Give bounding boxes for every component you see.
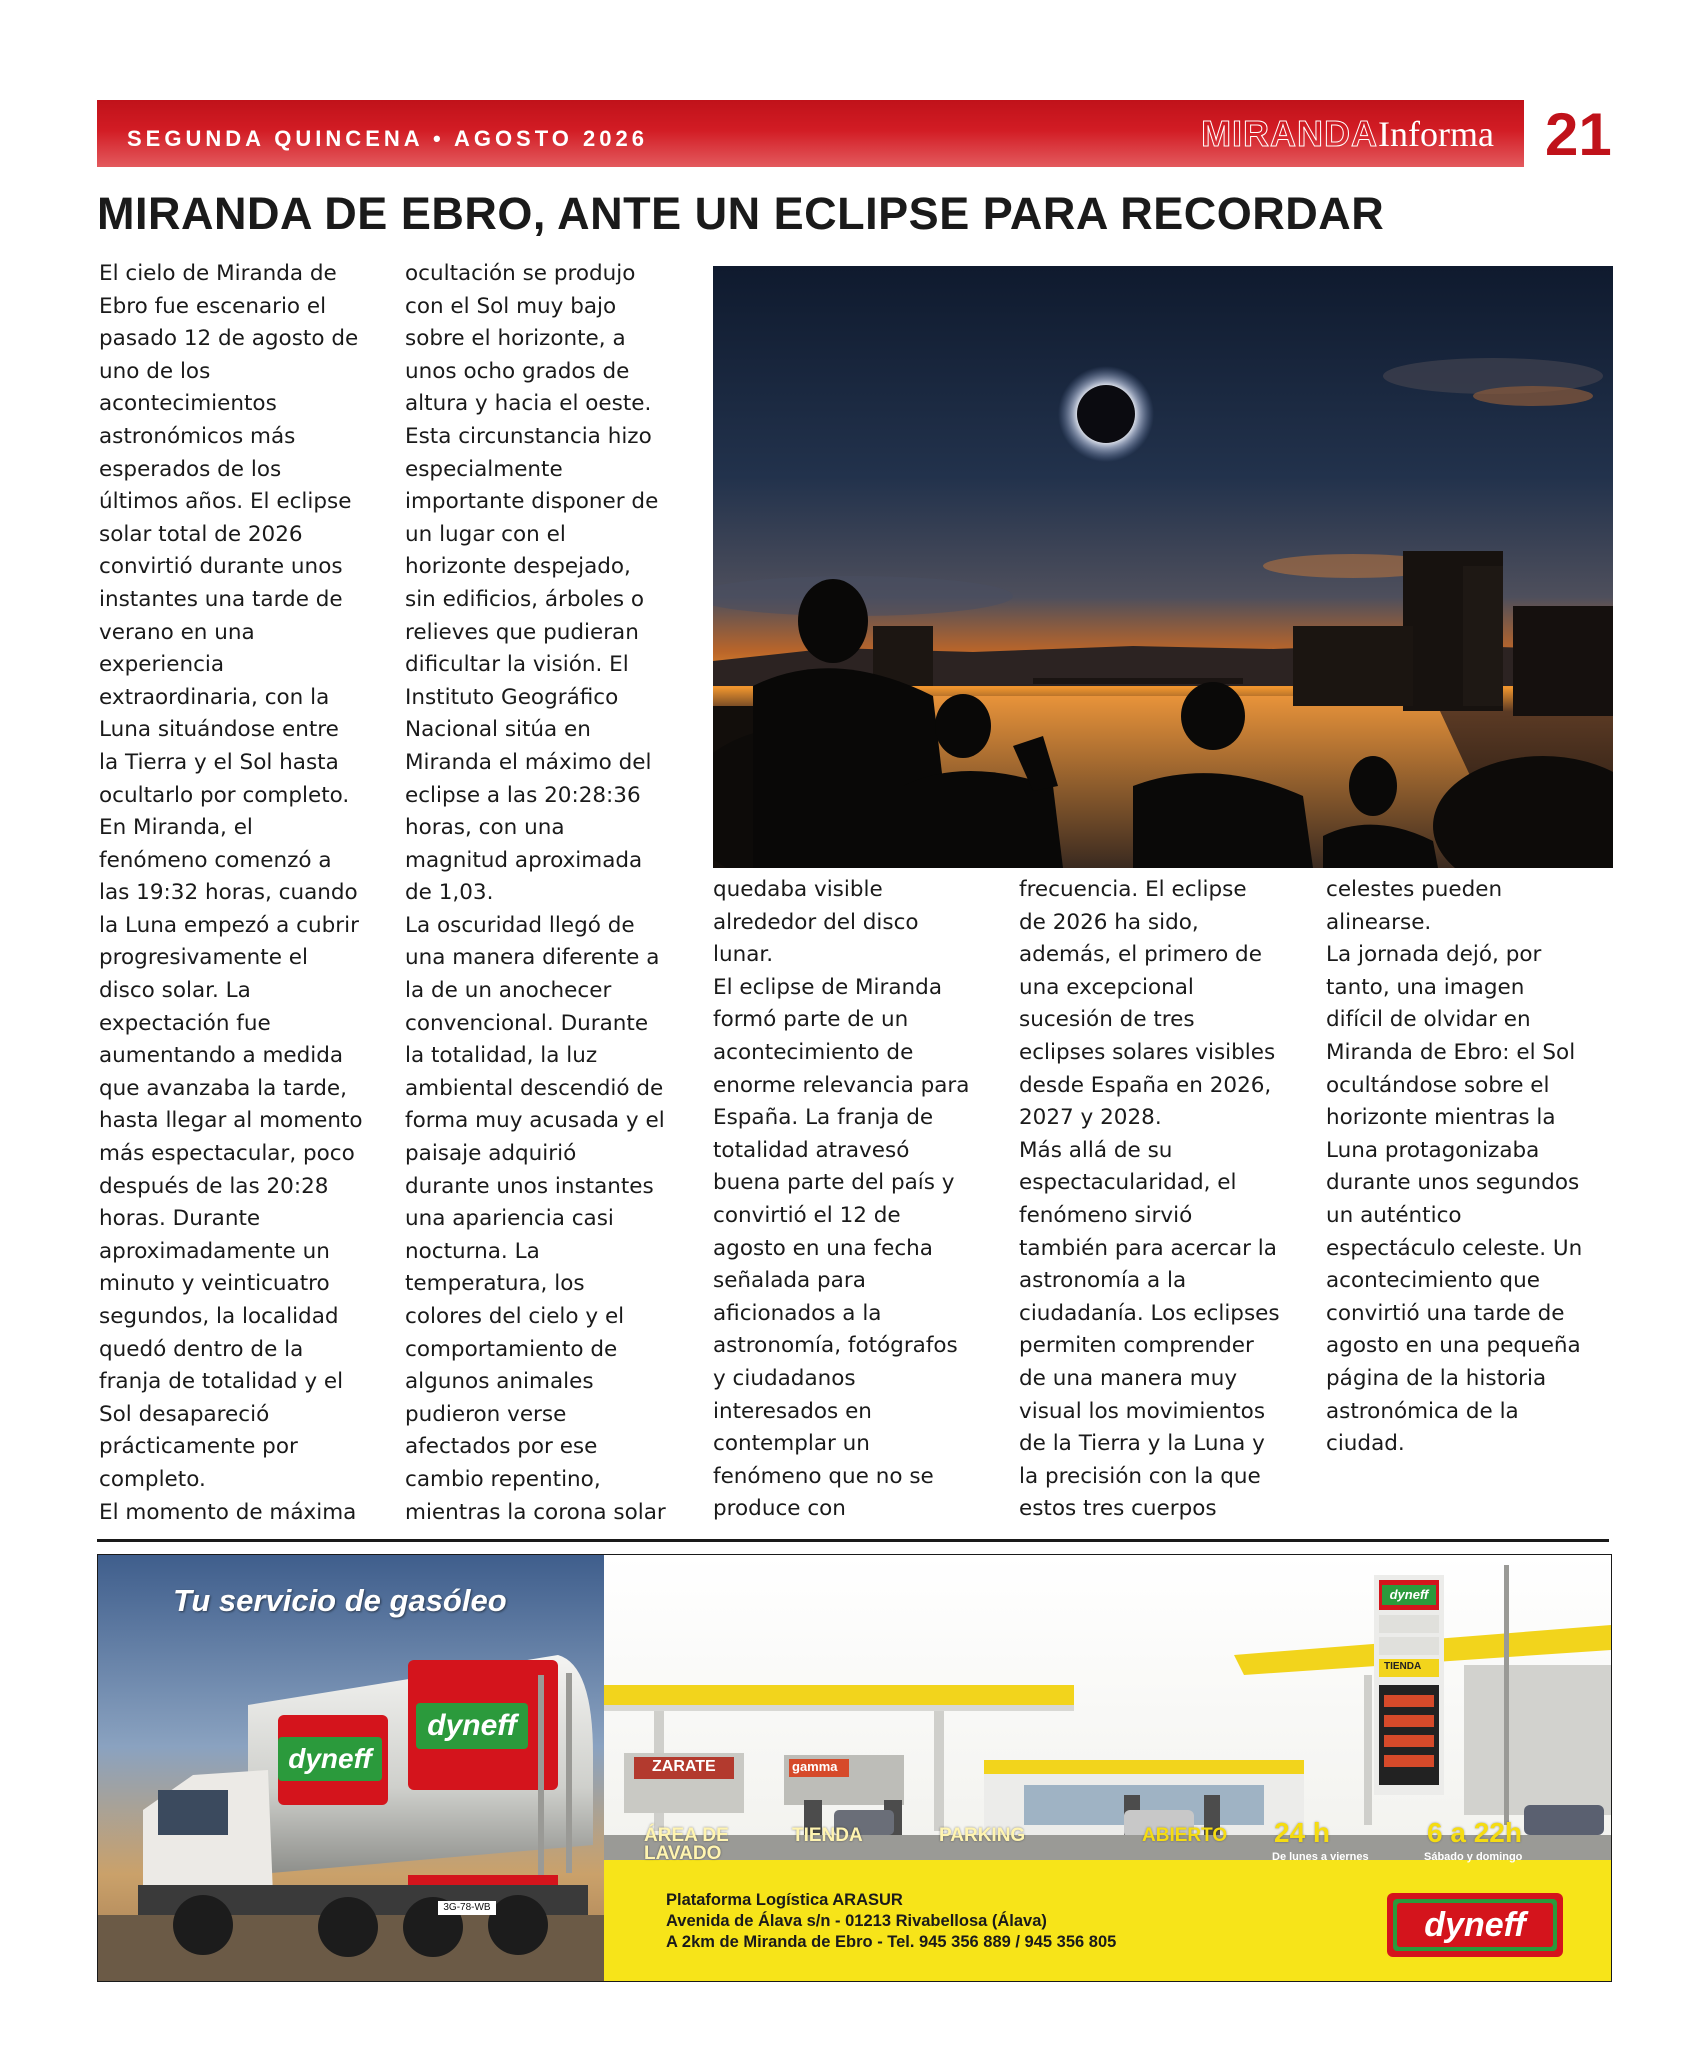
- column-4-text: frecuencia. El eclipse de 2026 ha sido, además, el primero de una excepcional sucesión de tres eclipses solares visibles desde España en 2026, 2027 y 2028. Más allá de su espectacularidad, el fenómeno sirvió también para acercar la astronomía a la ciudadanía. Los eclipses permiten comprender de una manera muy visual los movimientos de la Tierra y la Luna y la precisión con la que estos tres cuerpos: [1019, 877, 1280, 1522]
- hours-weekend-time: 6 a 22h: [1427, 1817, 1522, 1848]
- section-divider: [97, 1539, 1609, 1542]
- service-area-line-2: LAVADO: [644, 1843, 722, 1864]
- column-3-text: quedaba visible alrededor del disco lunar. El eclipse de Miranda formó parte de un acontecimiento de enorme relevancia para España. La franja de totalidad atravesó buena parte del país y convirtió el 12 de agosto en una fecha señalada para aficionados a la astronomía, fotógrafos y ciudadanos interesados en contemplar un fenómeno que no se produce con: [713, 877, 970, 1522]
- eclipse-photo: [713, 266, 1613, 868]
- service-area-line-1: ÁREA DE: [644, 1825, 729, 1846]
- issue-date: SEGUNDA QUINCENA • AGOSTO 2026: [127, 126, 648, 151]
- article-column-5: [1326, 874, 1614, 1461]
- hours-weekday-days: De lunes a viernes: [1272, 1851, 1369, 1863]
- address-line-1: Plataforma Logística ARASUR: [666, 1891, 903, 1909]
- article-column-4: [1019, 874, 1307, 1526]
- column-5-text: celestes pueden alinearse. La jornada dejó, por tanto, una imagen difícil de olvidar en Miranda de Ebro: el Sol ocultándose sobre el horizonte mientras la Luna protagonizaba durante unos segundos un auténtico espectáculo celeste. Un acontecimiento que convirtió una tarde de agosto en una pequeña página de la historia astronómica de la ciudad.: [1326, 877, 1583, 1457]
- article-column-2: [405, 258, 693, 1529]
- station-address: [666, 1890, 1116, 1953]
- masthead-logo: [1201, 113, 1494, 155]
- article-headline: MIRANDA DE EBRO, ANTE UN ECLIPSE PARA RECORDAR: [97, 188, 1385, 239]
- service-parking: PARKING: [939, 1825, 1026, 1846]
- pylon-logo: dyneff: [1382, 1585, 1436, 1605]
- hours-weekday-time: 24 h: [1274, 1817, 1331, 1848]
- truck-logo-small: dyneff: [278, 1737, 382, 1781]
- page-number: 21: [1545, 101, 1612, 168]
- service-tienda: TIENDA: [792, 1825, 863, 1846]
- ad-station-panel: [604, 1555, 1611, 1981]
- ad-slogan: Tu servicio de gasóleo: [173, 1583, 507, 1618]
- hours-weekend-days: Sábado y domingo: [1424, 1851, 1523, 1863]
- sign-tienda: TIENDA: [1384, 1661, 1422, 1672]
- column-2-text: ocultación se produjo con el Sol muy bajo sobre el horizonte, a unos ocho grados de altura y hacia el oeste. Esta circunstancia hizo especialmente importante disponer de un lugar con el horizonte despejado, sin edificios, árboles o relieves que pudieran dificultar la visión. El Instituto Geográfico Nacional sitúa en Miranda el máximo del eclipse a las 20:28:36 horas, con una magnitud aproximada de 1,03. La oscuridad llegó de una manera diferente a la de un anochecer convencional. Durante la totalidad, la luz ambiental descendió de forma muy acusada y el paisaje adquirió durante unos instantes una apariencia casi nocturna. La temperatura, los colores del cielo y el comportamiento de algunos animales pudieron verse afectados por ese cambio repentino, mientras la corona solar: [405, 261, 666, 1525]
- header-band: [97, 100, 1524, 167]
- station-photo: [604, 1555, 1611, 1860]
- open-label: ABIERTO: [1142, 1825, 1228, 1846]
- sign-gamma: gamma: [792, 1759, 838, 1774]
- article-column-3: [713, 874, 1001, 1526]
- service-area-lavado: [644, 1827, 729, 1863]
- column-1-text: El cielo de Miranda de Ebro fue escenario el pasado 12 de agosto de uno de los acontecimientos astronómicos más esperados de los últimos años. El eclipse solar total de 2026 convirtió durante unos instantes una tarde de verano en una experiencia extraordinaria, con la Luna situándose entre la Tierra y el Sol hasta ocultarlo por completo. En Miranda, el fenómeno comenzó a las 19:32 horas, cuando la Luna empezó a cubrir progresivamente el disco solar. La expectación fue aumentando a medida que avanzaba la tarde, hasta llegar al momento más espectacular, poco después de las 20:28 horas. Durante aproximadamente un minuto y veinticuatro segundos, la localidad quedó dentro de la franja de totalidad y el Sol desapareció prácticamente por completo. El momento de máxima: [99, 261, 363, 1525]
- masthead-brand-regular: Informa: [1378, 114, 1494, 154]
- truck-license-plate: 3G-78-WB: [438, 1901, 496, 1915]
- article-column-1: [99, 258, 387, 1529]
- dyneff-logo: [1387, 1893, 1563, 1957]
- sign-zarate: ZARATE: [652, 1758, 716, 1775]
- truck-logo-large: dyneff: [416, 1703, 528, 1749]
- masthead-brand-bold: MIRANDA: [1201, 113, 1379, 154]
- address-line-2: Avenida de Álava s/n - 01213 Rivabellosa (Álava): [666, 1912, 1047, 1930]
- advertisement: [97, 1554, 1612, 1982]
- dyneff-logo-text: dyneff: [1424, 1906, 1526, 1944]
- address-line-3: A 2km de Miranda de Ebro - Tel. 945 356 889 / 945 356 805: [666, 1933, 1117, 1951]
- ad-truck-panel: [98, 1555, 604, 1981]
